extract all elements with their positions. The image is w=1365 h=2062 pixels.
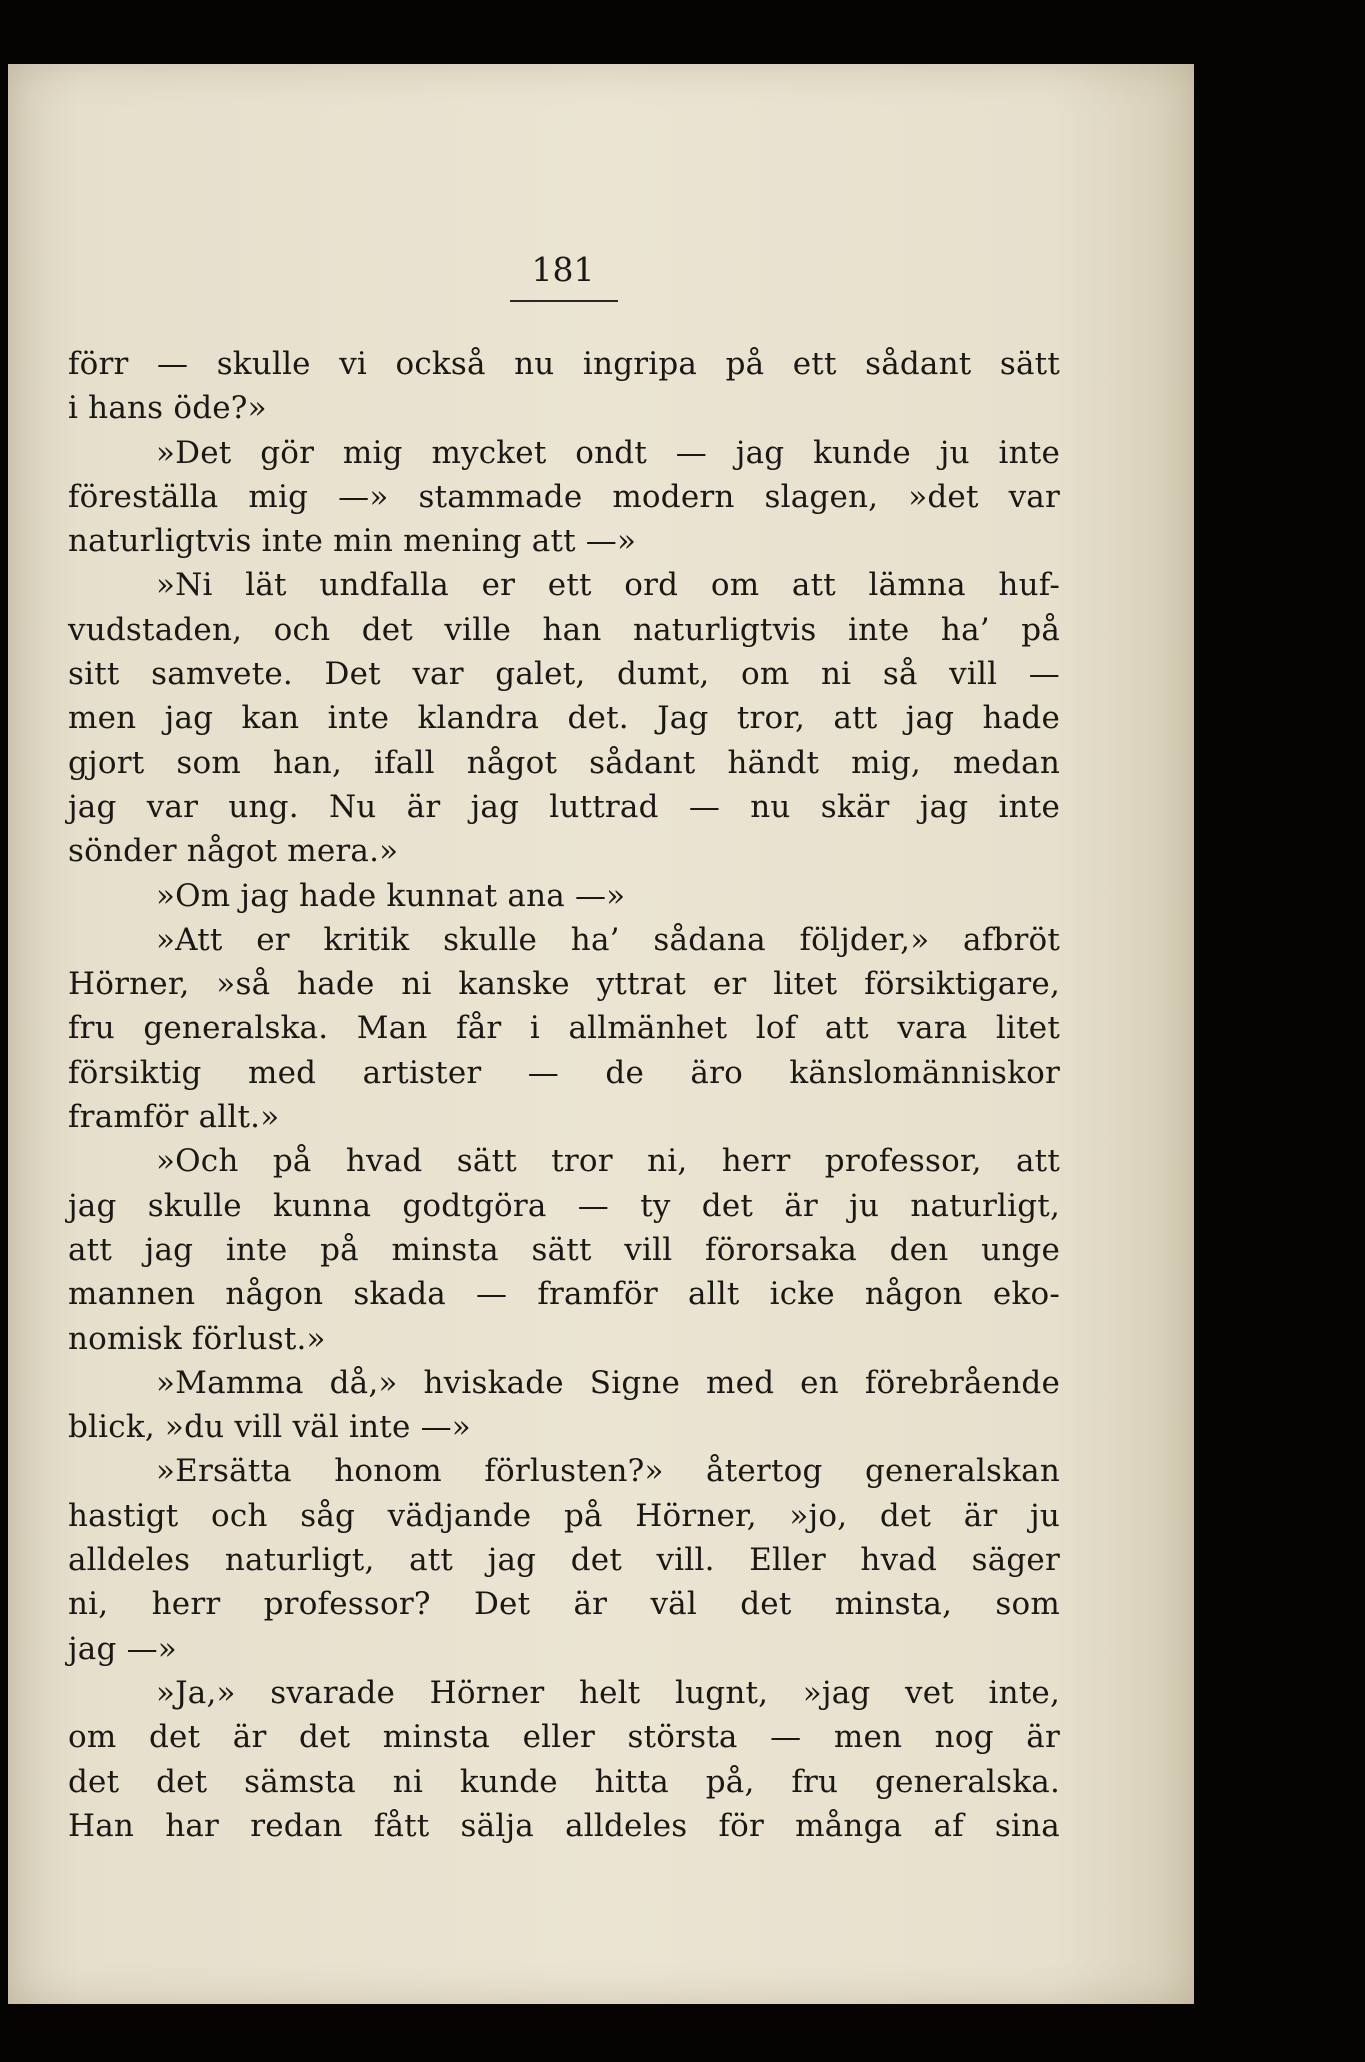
text-line: »Ja,» svarade Hörner helt lugnt, »jag vet inte,: [156, 1674, 1060, 1711]
text-line: jag var ung. Nu är jag luttrad — nu skär jag inte: [68, 788, 1060, 825]
text-line: Han har redan fått sälja alldeles för många af sina: [68, 1807, 1060, 1844]
text-line: »Det gör mig mycket ondt — jag kunde ju inte: [156, 434, 1060, 471]
page-number: 181: [531, 250, 595, 289]
paper-sheet: [8, 64, 1194, 2004]
text-line: förr — skulle vi också nu ingripa på ett sådant sätt: [68, 346, 1060, 382]
text-line: »Och på hvad sätt tror ni, herr professor, att: [156, 1143, 1060, 1180]
text-line: i hans öde?»: [68, 390, 267, 427]
text-line: sitt samvete. Det var galet, dumt, om ni så vill —: [68, 656, 1060, 693]
text-line: mannen någon skada — framför allt icke någon eko-: [68, 1276, 1060, 1313]
text-line: alldeles naturligt, att jag det vill. Eller hvad säger: [68, 1542, 1060, 1579]
text-line: vudstaden, och det ville han naturligtvis inte ha’ på: [68, 611, 1060, 648]
text-line: nomisk förlust.»: [68, 1320, 326, 1357]
text-line: »Om jag hade kunnat ana —»: [156, 877, 626, 914]
text-line: framför allt.»: [68, 1099, 280, 1136]
text-line: att jag inte på minsta sätt vill förorsaka den unge: [68, 1231, 1060, 1268]
body-text: [68, 342, 1060, 1848]
text-line: gjort som han, ifall något sådant händt mig, medan: [68, 744, 1060, 781]
text-line: men jag kan inte klandra det. Jag tror, att jag hade: [68, 700, 1060, 737]
text-line: fru generalska. Man får i allmänhet lof att vara litet: [68, 1010, 1060, 1047]
text-line: föreställa mig —» stammade modern slagen, »det var: [68, 478, 1060, 515]
text-line: jag —»: [68, 1630, 177, 1667]
text-line: det det sämsta ni kunde hitta på, fru generalska.: [68, 1763, 1060, 1800]
text-line: »Mamma då,» hviskade Signe med en förebrående: [156, 1364, 1060, 1401]
text-line: försiktig med artister — de äro känslomänniskor: [68, 1054, 1060, 1091]
text-line: »Att er kritik skulle ha’ sådana följder,» afbröt: [156, 921, 1060, 958]
text-line: om det är det minsta eller största — men nog är: [68, 1719, 1060, 1756]
text-line: »Ersätta honom förlusten?» återtog generalskan: [156, 1453, 1060, 1490]
text-line: hastigt och såg vädjande på Hörner, »jo, det är ju: [68, 1497, 1060, 1534]
page-number-rule: [510, 300, 618, 302]
text-line: ni, herr professor? Det är väl det minsta, som: [68, 1586, 1060, 1623]
text-line: jag skulle kunna godtgöra — ty det är ju naturligt,: [68, 1187, 1060, 1224]
text-line: naturligtvis inte min mening att —»: [68, 523, 637, 560]
text-line: sönder något mera.»: [68, 833, 399, 870]
text-line: Hörner, »så hade ni kanske yttrat er litet försiktigare,: [68, 966, 1060, 1003]
text-line: »Ni lät undfalla er ett ord om att lämna huf-: [156, 567, 1060, 604]
text-line: blick, »du vill väl inte —»: [68, 1409, 471, 1446]
